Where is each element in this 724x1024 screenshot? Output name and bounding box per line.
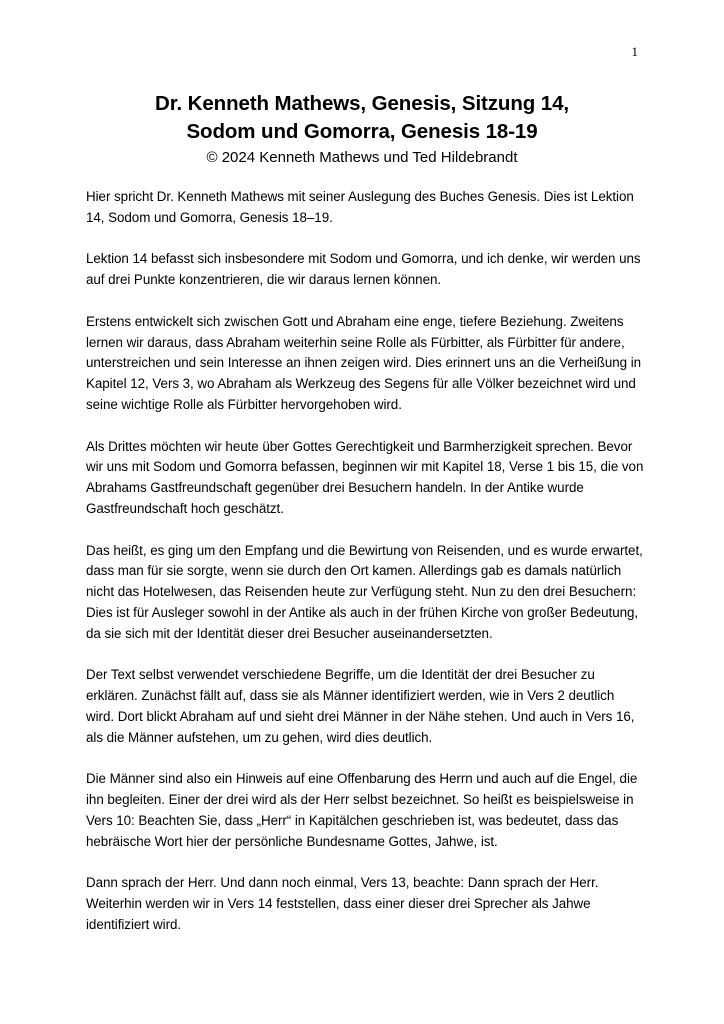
body-paragraph: Als Drittes möchten wir heute über Gottes Gerechtigkeit und Barmherzigkeit sprechen. Bevor wir uns mit Sodom und Gomorra befassen, beginnen wir mit Kapitel 18, Verse 1 bis 15, die von Abrahams Gastfreundschaft gegenüber drei Besuchern handeln. In der Antike wurde Gastfreundschaft hoch geschätzt.: [86, 438, 644, 516]
document-body: [86, 187, 644, 956]
body-paragraph: Das heißt, es ging um den Empfang und die Bewirtung von Reisenden, und es wurde erwartet, dass man für sie sorgte, wenn sie durch den Ort kamen. Allerdings gab es damals natürlich nicht das Hotelwesen, das Reisenden heute zur Verfügung steht. Nun zu den drei Besuchern: Dies ist für Ausleger sowohl in der Antike als auch in der frühen Kirche von großer Bedeutung, da sie sich mit der Identität dieser drei Besucher auseinandersetzten.: [86, 542, 643, 641]
body-paragraph: Erstens entwickelt sich zwischen Gott und Abraham eine enge, tiefere Beziehung. Zweitens lernen wir daraus, dass Abraham weiterhin seine Rolle als Fürbitter, als Fürbitter für andere, unterstreichen und sein Interesse an ihnen zeigen wird. Dies erinnert uns an die Verheißung in Kapitel 12, Vers 3, wo Abraham als Werkzeug des Segens für alle Völker bezeichnet wird und seine wichtige Rolle als Fürbitter hervorgehoben wird.: [86, 313, 642, 412]
body-paragraph: Der Text selbst verwendet verschiedene Begriffe, um die Identität der drei Besucher zu erklären. Zunächst fällt auf, dass sie als Männer identifiziert werden, wie in Vers 2 deutlich wird. Dort blickt Abraham auf und sieht drei Männer in der Nähe stehen. Und auch in Vers 16, als die Männer aufstehen, um zu gehen, wird dies deutlich.: [86, 667, 635, 745]
body-paragraph: Dann sprach der Herr. Und dann noch einmal, Vers 13, beachte: Dann sprach der Herr. Weiterhin werden wir in Vers 14 feststellen, dass einer dieser drei Sprecher als Jahwe identifiziert wird.: [86, 875, 599, 932]
document-header: [40, 90, 684, 168]
body-paragraph: Hier spricht Dr. Kenneth Mathews mit seiner Auslegung des Buches Genesis. Dies ist Lektion 14, Sodom und Gomorra, Genesis 18–19.: [86, 189, 634, 225]
document-title-line-2: Sodom und Gomorra, Genesis 18-19: [186, 120, 538, 143]
page-number: 1: [631, 44, 638, 59]
body-paragraph: Die Männer sind also ein Hinweis auf eine Offenbarung des Herrn und auch auf die Engel, die ihn begleiten. Einer der drei wird als der Herr selbst bezeichnet. So heißt es beispielsweise in Vers 10: Beachten Sie, dass „Herr“ in Kapitälchen geschrieben ist, was bedeutet, dass das hebräische Wort hier der persönliche Bundesname Gottes, Jahwe, ist.: [86, 771, 638, 849]
document-title-line-1: Dr. Kenneth Mathews, Genesis, Sitzung 14,: [155, 92, 569, 115]
copyright-notice: © 2024 Kenneth Mathews und Ted Hildebrandt: [206, 149, 518, 166]
body-paragraph: Lektion 14 befasst sich insbesondere mit Sodom und Gomorra, und ich denke, wir werden uns auf drei Punkte konzentrieren, die wir daraus lernen können.: [86, 251, 641, 288]
